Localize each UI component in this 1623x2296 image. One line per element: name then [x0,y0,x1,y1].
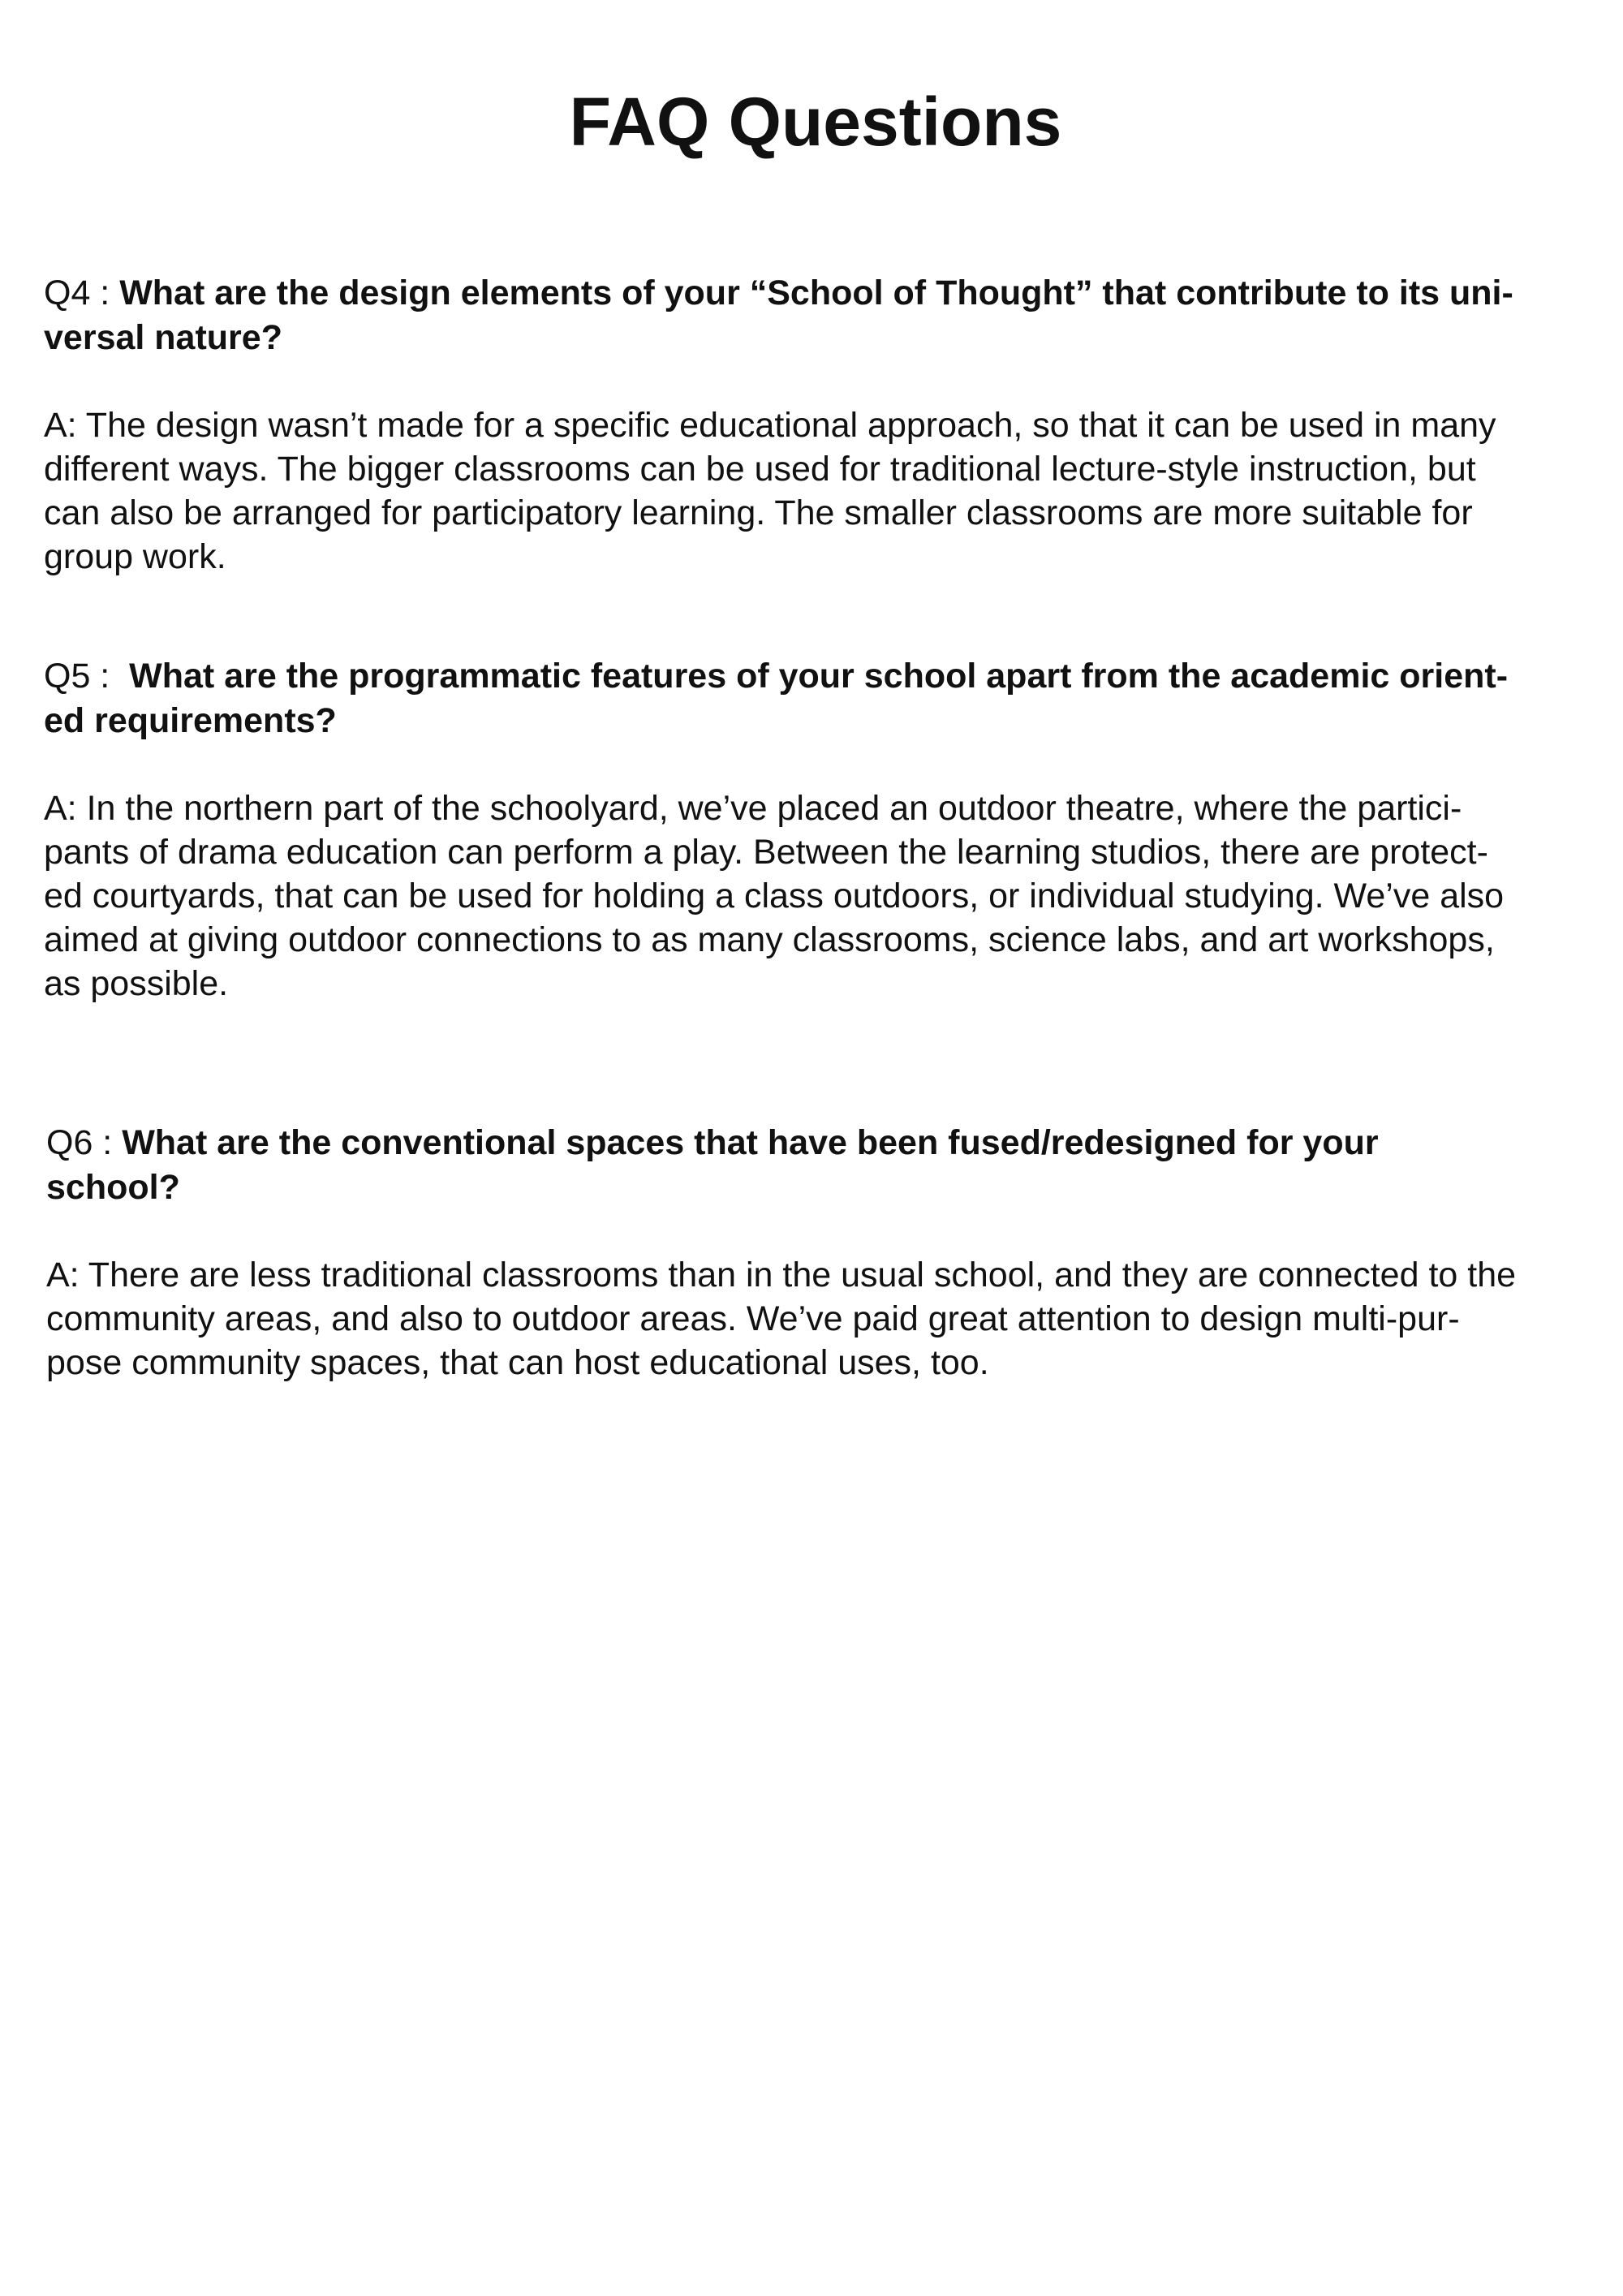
answer-line: ed courtyards, that can be used for holding a class outdoors, or individual studying. We’ve also [44,877,1505,915]
question-text-line: versal nature? [44,318,282,357]
faq-item-q4 [44,271,1586,579]
question-text-line: What are the conventional spaces that have been fused/redesigned for your [122,1123,1379,1162]
question-text-line: What are the design elements of your “School of Thought” that contribute to its uni- [119,274,1513,312]
answer-line: community areas, and also to outdoor areas. We’ve paid great attention to design multi-pur- [46,1299,1460,1338]
answer-line: different ways. The bigger classrooms can be used for traditional lecture-style instruction, but [44,450,1476,489]
question-continued [46,1165,1588,1210]
question-text-line: school? [46,1168,180,1207]
question [46,1121,1588,1165]
question [44,271,1586,316]
answer-line: A: In the northern part of the schoolyard, we’ve placed an outdoor theatre, where the partici- [44,789,1462,828]
faq-item-q5 [44,654,1586,1006]
answer-line: group work. [44,537,226,576]
faq-item-q6 [46,1121,1588,1385]
answer-line: A: The design wasn’t made for a specific educational approach, so that it can be used in many [44,406,1496,445]
question-label: Q5 : [44,657,130,696]
question-continued [44,699,1586,743]
answer-line: can also be arranged for participatory learning. The smaller classrooms are more suitable for [44,493,1473,532]
answer-line: as possible. [44,964,229,1003]
answer-line: A: There are less traditional classrooms than in the usual school, and they are connected to the [46,1256,1517,1294]
question [44,654,1586,699]
question-text-line: What are the programmatic features of your school apart from the academic orient- [129,657,1509,696]
question-label: Q4 : [44,274,120,312]
answer-line: pants of drama education can perform a play. Between the learning studios, there are protect- [44,833,1488,872]
answer-line: pose community spaces, that can host educational uses, too. [46,1343,989,1382]
question-continued [44,316,1586,360]
question-label: Q6 : [46,1123,123,1162]
answer-line: aimed at giving outdoor connections to as many classrooms, science labs, and art workshops, [44,920,1495,959]
question-text-line: ed requirements? [44,701,337,740]
page-title: FAQ Questions [569,84,1062,160]
